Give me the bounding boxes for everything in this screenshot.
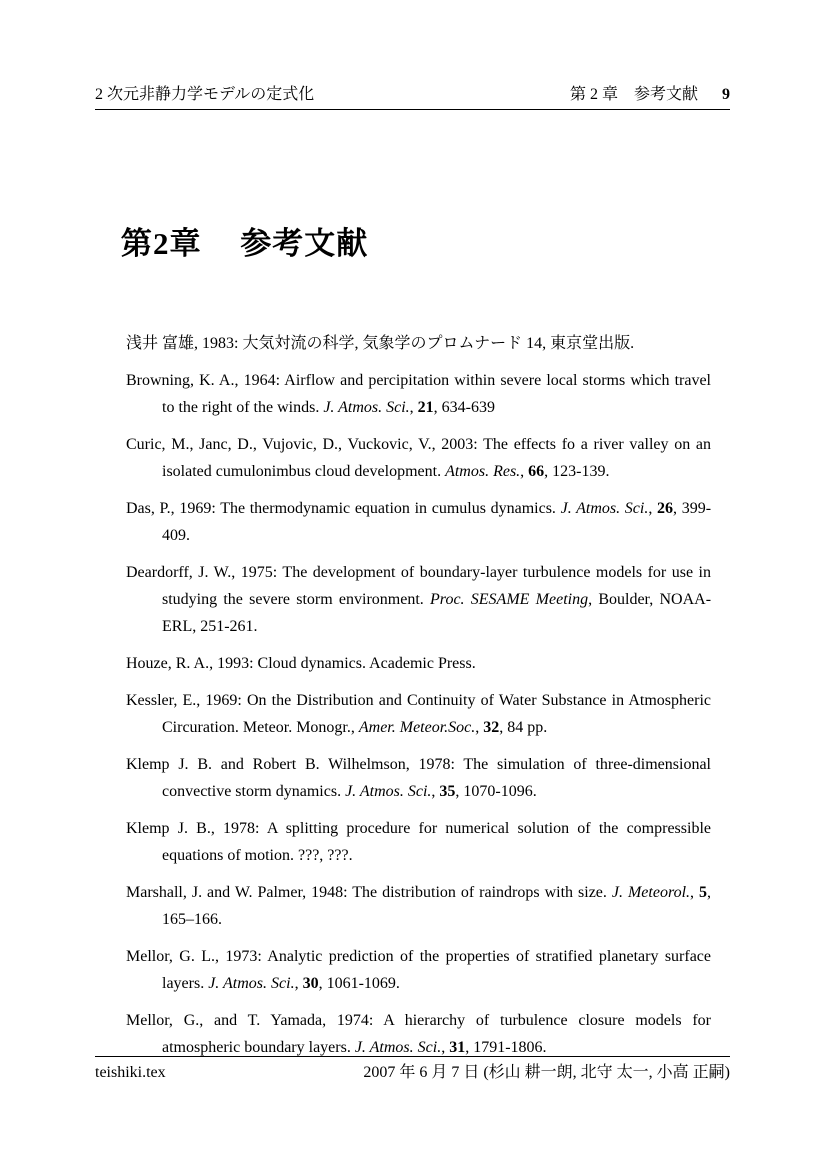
- header-left-title: 2 次元非静力学モデルの定式化: [95, 86, 315, 103]
- reference-text-segment: Atmos. Res.: [445, 463, 521, 480]
- reference-text-segment: , Boulder, NOAA-ERL, 251-261.: [162, 591, 712, 635]
- reference-text-segment: ,: [431, 783, 440, 800]
- reference-entry: [126, 687, 711, 741]
- reference-text-segment: ,: [690, 884, 700, 901]
- reference-text-segment: J. Meteorol.: [611, 884, 691, 901]
- reference-text-segment: 26: [657, 500, 674, 517]
- reference-text-segment: Browning, K. A., 1964: Airflow and percipitation within severe local storms which travel to the right of the winds.: [126, 372, 711, 416]
- reference-text-segment: , 84 pp.: [499, 719, 548, 736]
- reference-entry: [126, 1007, 711, 1061]
- reference-text-segment: Amer. Meteor.Soc.: [358, 719, 476, 736]
- reference-text-segment: Houze, R. A., 1993: Cloud dynamics. Academic Press.: [126, 655, 476, 672]
- reference-entry: [126, 431, 711, 485]
- reference-text-segment: Proc. SESAME Meeting: [430, 591, 589, 608]
- reference-text-segment: , 1070-1096.: [455, 783, 537, 800]
- reference-text-segment: , 165–166.: [162, 884, 712, 928]
- header-right-group: [570, 85, 730, 105]
- header-chapter-label: 第 2 章 参考文献: [569, 86, 698, 103]
- reference-text-segment: Curic, M., Janc, D., Vujovic, D., Vuckovic, V., 2003: The effects fo a river valley on an isolated cumulonimbus cloud development.: [126, 436, 711, 480]
- reference-entry: [126, 650, 711, 677]
- reference-entry: [126, 815, 711, 869]
- footer-rule: [95, 1056, 730, 1057]
- reference-text-segment: ,: [475, 719, 484, 736]
- footer-filename: teishiki.tex: [95, 1064, 166, 1081]
- reference-text-segment: ,: [648, 500, 658, 517]
- header-page-number: 9: [722, 86, 730, 103]
- chapter-title: [121, 218, 368, 263]
- reference-text-segment: ,: [294, 975, 303, 992]
- reference-text-segment: J. Atmos. Sci.: [354, 1039, 442, 1056]
- chapter-title-name: 参考文献: [240, 226, 369, 261]
- reference-text-segment: Klemp J. B., 1978: A splitting procedure for numerical solution of the compressible equations of motion. ???, ???.: [126, 820, 711, 864]
- reference-text-segment: 21: [417, 399, 434, 416]
- reference-text-segment: Marshall, J. and W. Palmer, 1948: The distribution of raindrops with size.: [126, 884, 612, 901]
- reference-text-segment: 32: [483, 719, 500, 736]
- reference-text-segment: , 634-639: [433, 399, 495, 416]
- reference-entry: [126, 495, 711, 549]
- reference-text-segment: 5: [699, 884, 708, 901]
- reference-text-segment: Kessler, E., 1969: On the Distribution and Continuity of Water Substance in Atmospheric Circuration. Meteor. Monogr.,: [126, 692, 711, 736]
- reference-entry: [126, 751, 711, 805]
- reference-text-segment: , 1061-1069.: [318, 975, 400, 992]
- reference-text-segment: J. Atmos. Sci.: [560, 500, 649, 517]
- reference-text-segment: Das, P., 1969: The thermodynamic equation in cumulus dynamics.: [126, 500, 561, 517]
- footer-date-authors: 2007 年 6 月 7 日 (杉山 耕一朗, 北守 太一, 小高 正嗣): [363, 1064, 730, 1081]
- reference-text-segment: , 399-409.: [162, 500, 712, 544]
- reference-text-segment: ,: [520, 463, 529, 480]
- reference-text-segment: 35: [439, 783, 456, 800]
- page-header: [95, 85, 730, 105]
- reference-text-segment: J. Atmos. Sci.: [208, 975, 295, 992]
- reference-text-segment: ,: [441, 1039, 450, 1056]
- reference-text-segment: Klemp J. B. and Robert B. Wilhelmson, 1978: The simulation of three-dimensional convective storm dynamics.: [126, 756, 711, 800]
- reference-text-segment: , 1791-1806.: [465, 1039, 547, 1056]
- reference-text-segment: , 123-139.: [544, 463, 610, 480]
- reference-text-segment: 31: [449, 1039, 466, 1056]
- reference-entry: [126, 330, 711, 357]
- reference-entry: [126, 559, 711, 640]
- reference-entry: [126, 943, 711, 997]
- page-footer: [95, 1062, 730, 1084]
- reference-text-segment: ,: [409, 399, 418, 416]
- reference-list: [126, 330, 711, 1071]
- reference-text-segment: Mellor, G., and T. Yamada, 1974: A hierarchy of turbulence closure models for atmospheric boundary layers.: [126, 1012, 711, 1056]
- chapter-title-label: 第2章: [121, 226, 202, 261]
- reference-text-segment: 66: [528, 463, 545, 480]
- reference-text-segment: 浅井 富雄, 1983: 大気対流の科学, 気象学のプロムナード 14, 東京堂出版.: [126, 335, 635, 352]
- reference-text-segment: 30: [302, 975, 319, 992]
- reference-entry: [126, 879, 711, 933]
- reference-entry: [126, 367, 711, 421]
- reference-text-segment: J. Atmos. Sci.: [345, 783, 432, 800]
- header-rule: [95, 109, 730, 110]
- reference-text-segment: J. Atmos. Sci.: [323, 399, 410, 416]
- reference-text-segment: Deardorff, J. W., 1975: The development of boundary-layer turbulence models for use in studying the severe storm environment.: [126, 564, 711, 608]
- reference-text-segment: Mellor, G. L., 1973: Analytic prediction of the properties of stratified planetary surface layers.: [126, 948, 711, 992]
